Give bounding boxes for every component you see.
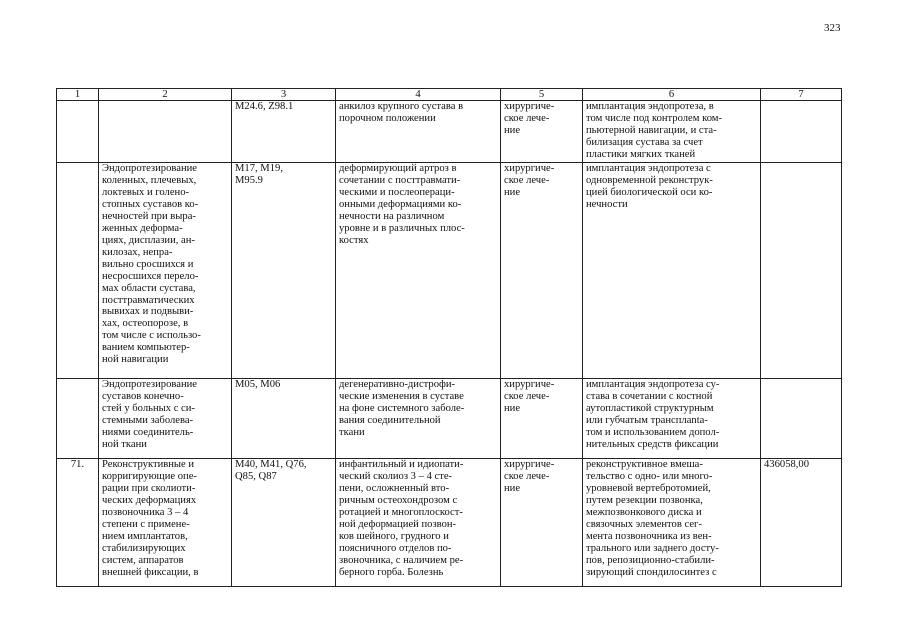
table-row: [57, 458, 842, 586]
column-header: 5: [501, 89, 583, 101]
treatment-method-cell: реконструктивное вмеша- тельство с одно- или много- уровневой вертебротомией, путем резекции позвонка, межпозвонкового диска и связочных элементов сег- мента позвоночника из вен- трального или заднего досту- пов, репозиционно-стабили- зирующий спондилосинтез с: [583, 458, 761, 586]
row-number-cell: [57, 101, 99, 163]
diagnosis-codes-cell: M05, M06: [232, 378, 336, 458]
cost-cell: [761, 101, 842, 163]
treatment-type-cell: хирургиче- ское лече- ние: [501, 101, 583, 163]
cost-cell: 436058,00: [761, 458, 842, 586]
row-number-cell: [57, 378, 99, 458]
row-number-cell: [57, 162, 99, 378]
treatment-method-cell: имплантация эндопротеза с одновременной реконструк- цией биологической оси ко- нечности: [583, 162, 761, 378]
diagnosis-codes-cell: M17, M19, M95.9: [232, 162, 336, 378]
patient-model-cell: анкилоз крупного сустава в порочном положении: [336, 101, 501, 163]
table-row: [57, 378, 842, 458]
diagnosis-codes-cell: M24.6, Z98.1: [232, 101, 336, 163]
table-row: [57, 101, 842, 163]
procedure-name-cell: Реконструктивные и корригирующие опе- рации при сколиоти- ческих деформациях позвоночника 3 – 4 степени с примене- нием имплантатов, стабилизирующих систем, аппаратов внешней фиксации, в: [99, 458, 232, 586]
medical-care-table: [56, 88, 842, 587]
column-header: 1: [57, 89, 99, 101]
cost-cell: [761, 162, 842, 378]
page-number: 323: [824, 22, 841, 34]
table-row: [57, 162, 842, 378]
treatment-type-cell: хирургиче- ское лече- ние: [501, 458, 583, 586]
procedure-name-cell: [99, 101, 232, 163]
patient-model-cell: деформирующий артроз в сочетании с посттравмати- ческими и послеопераци- онными деформациями ко- нечности на различном уровне и в различных плос- костях: [336, 162, 501, 378]
column-header: 4: [336, 89, 501, 101]
patient-model-cell: дегенеративно-дистрофи- ческие изменения в суставе на фоне системного заболе- вания соединительной ткани: [336, 378, 501, 458]
column-number-row: [57, 89, 842, 101]
column-header: 3: [232, 89, 336, 101]
patient-model-cell: инфантильный и идиопати- ческий сколиоз 3 – 4 сте- пени, осложненный вто- ричным остеохондрозом с ротацией и многоплоскост- ной деформацией позвон- ков шейного, грудного и поясничного отделов по- звоночника, с наличием ре- берного горба. Болезнь: [336, 458, 501, 586]
procedure-name-cell: Эндопротезирование коленных, плечевых, локтевых и голено- стопных суставов ко- нечностей при выра- женных деформа- циях, дисплазии, ан- килозах, непра- вильно сросшихся и несросшихся перело- мах области сустава, посттравматических вывихах и подвыви- хах, остеопорозе, в том числе с использо- ванием компьютер- ной навигации: [99, 162, 232, 378]
column-header: 2: [99, 89, 232, 101]
procedure-name-cell: Эндопротезирование суставов конечно- стей у больных с си- стемными заболева- ниями соединитель- ной ткани: [99, 378, 232, 458]
column-header: 6: [583, 89, 761, 101]
row-number-cell: 71.: [57, 458, 99, 586]
cost-cell: [761, 378, 842, 458]
diagnosis-codes-cell: M40, M41, Q76, Q85, Q87: [232, 458, 336, 586]
treatment-type-cell: хирургиче- ское лече- ние: [501, 162, 583, 378]
treatment-type-cell: хирургиче- ское лече- ние: [501, 378, 583, 458]
column-header: 7: [761, 89, 842, 101]
treatment-method-cell: имплантация эндопротеза, в том числе под контролем ком- пьютерной навигации, и ста- билизация сустава за счет пластики мягких тканей: [583, 101, 761, 163]
treatment-method-cell: имплантация эндопротеза су- става в сочетании с костной аутопластикой структурным или губчатым трансплanta- том и использованием допол- нительных средств фиксации: [583, 378, 761, 458]
